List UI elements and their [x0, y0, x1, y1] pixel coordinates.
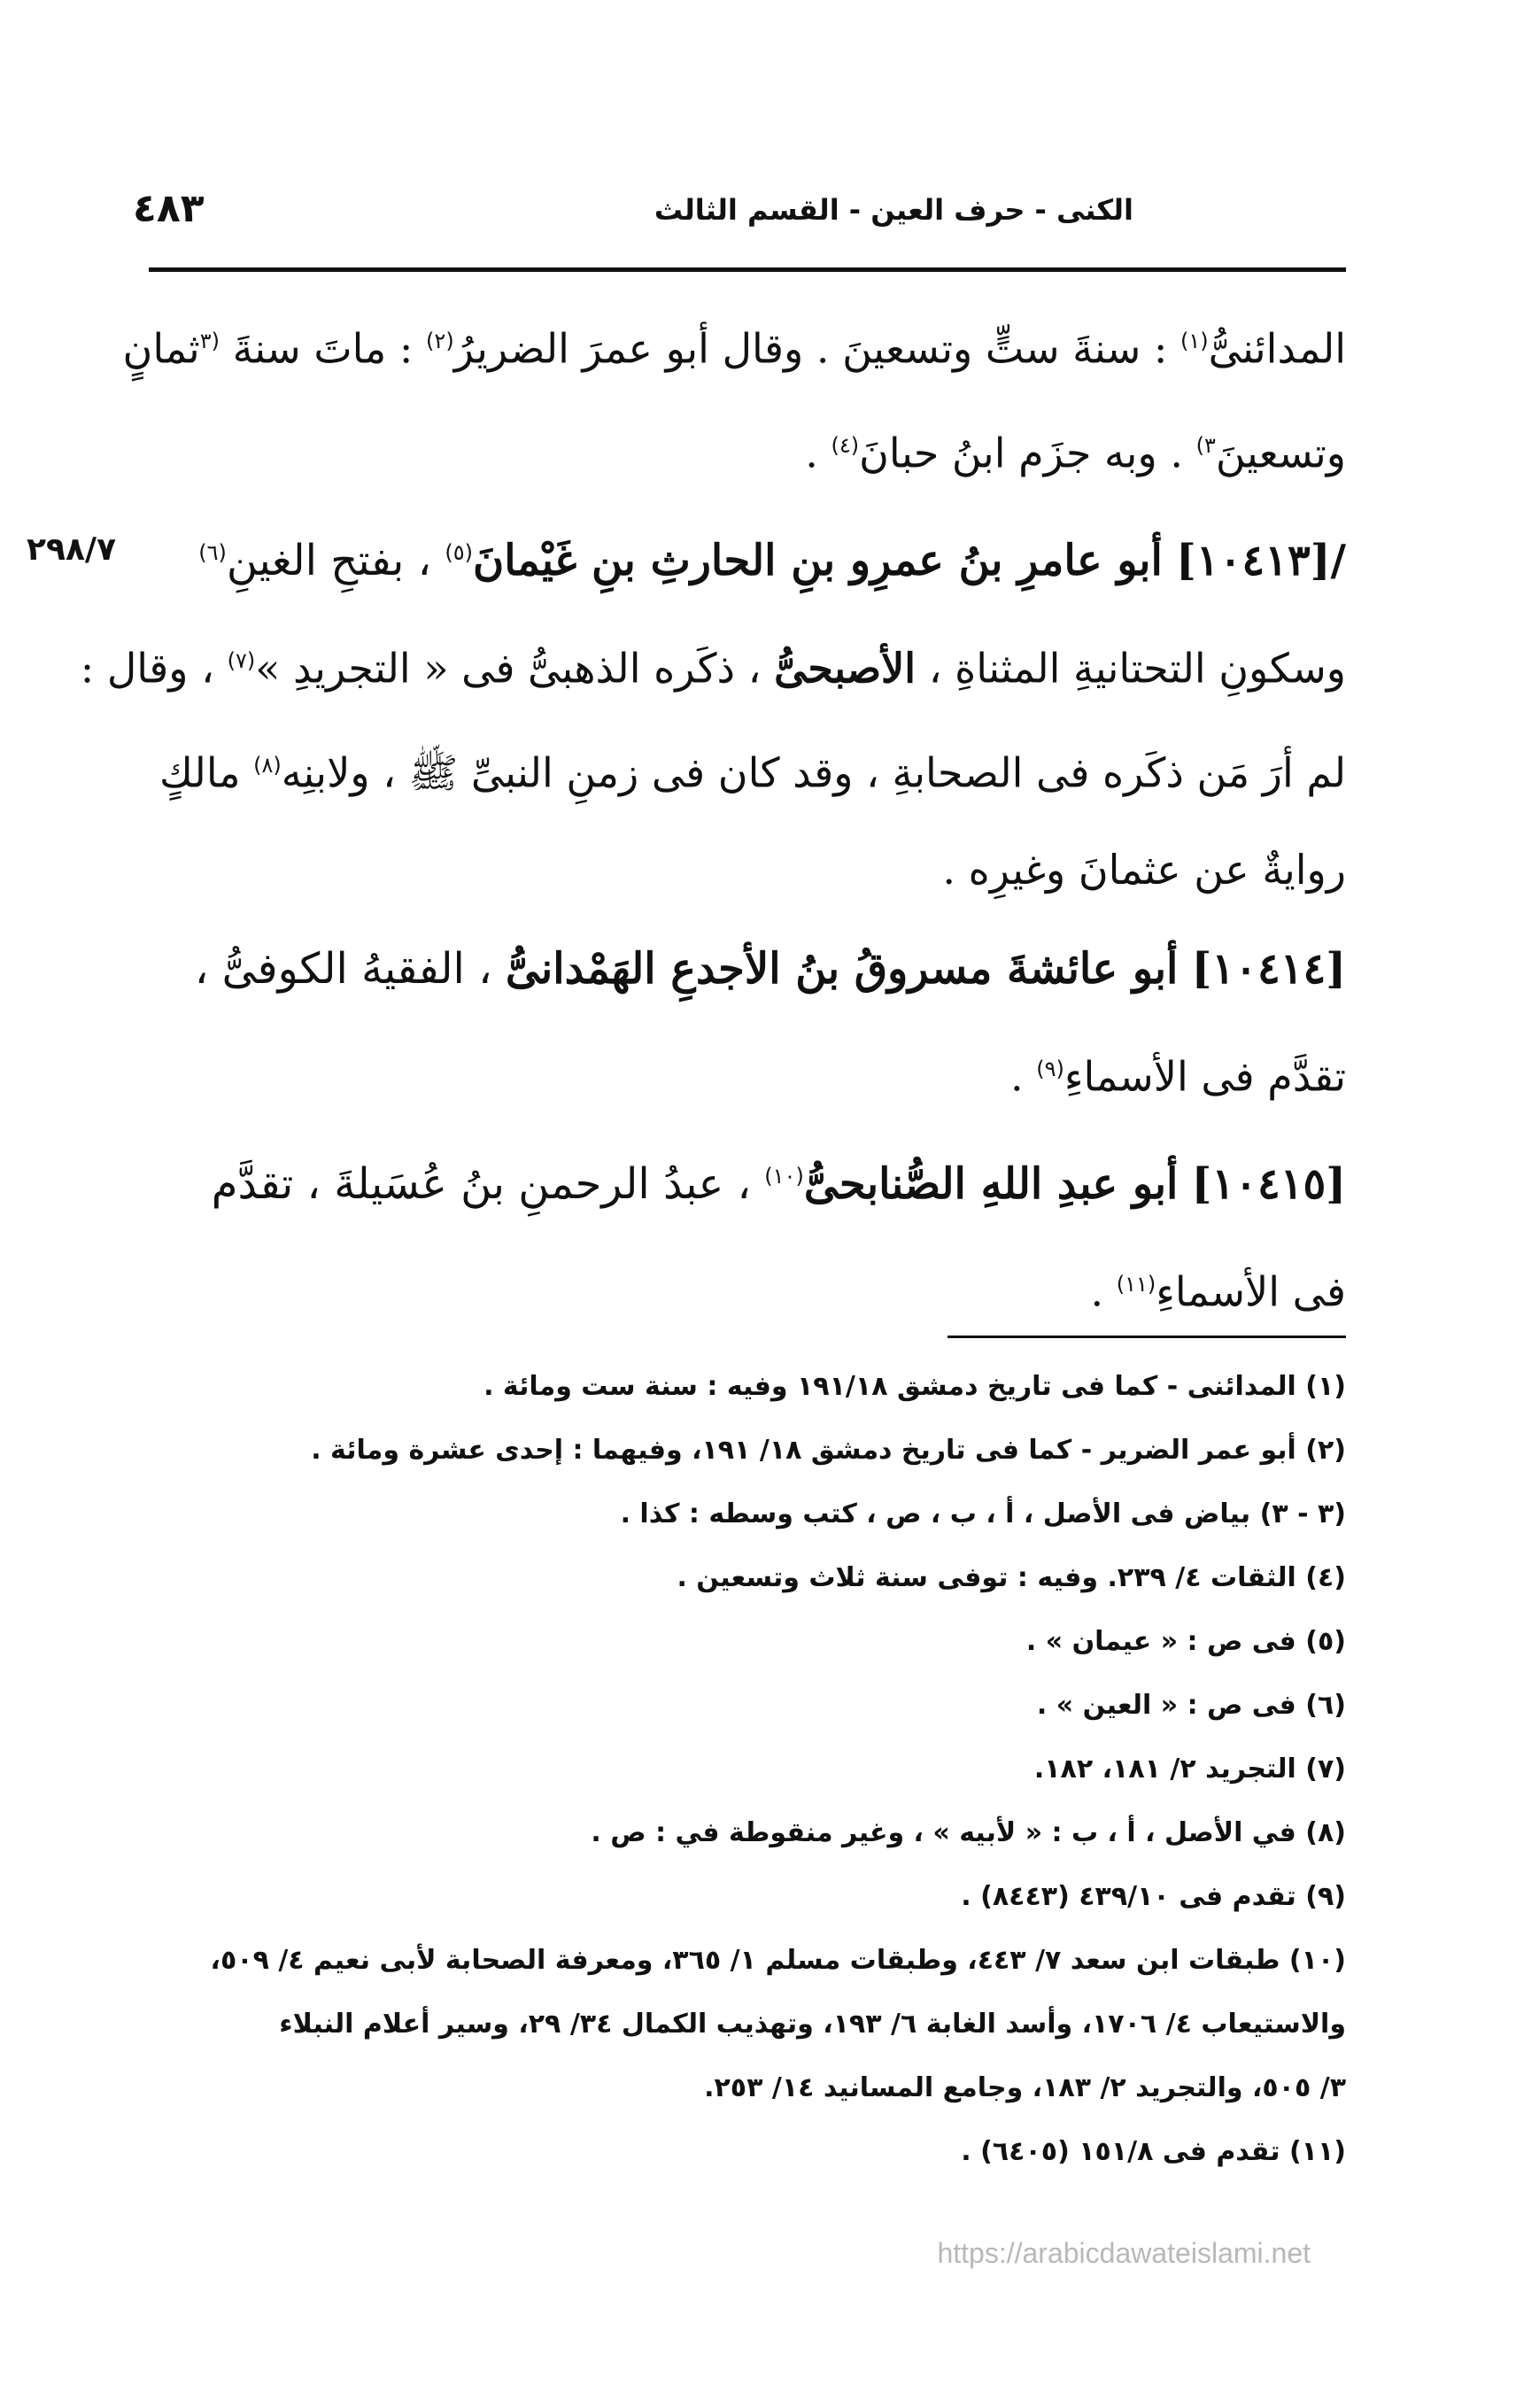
header-rule [149, 267, 1346, 272]
footnote-ref: (٢) [426, 329, 454, 353]
page-number: ٤٨٣ [133, 186, 205, 231]
footnote-ref: (٤) [831, 433, 860, 459]
footnote-4: (٤) الثقات ٤/ ٢٣٩. وفيه : توفى سنة ثلاث وتسعين . [677, 1562, 1346, 1593]
text-line [80, 612, 1346, 716]
text-span: ، الفقيهُ الكوفىُّ ، [194, 944, 492, 995]
footnote-ref: (٥) [445, 539, 474, 565]
text-line [142, 716, 1346, 821]
footnote-ref: (٩) [1036, 1057, 1064, 1082]
text-span: ، عبدُ الرحمنِ بنُ عُسَيلةَ ، تقدَّم [211, 1158, 752, 1209]
entry-number: [١٠٤١٥] [1191, 1158, 1346, 1209]
text-span: ، ذكَره الذهبىُّ فى « التجريدِ » [255, 643, 762, 692]
footnote-5: (٥) فى ص : « عيمان » . [1025, 1626, 1346, 1657]
footnote-ref: ٣) [1195, 433, 1216, 459]
text-span: . وبه جزَم ابنُ حبانَ [859, 429, 1183, 477]
entry-10414 [142, 918, 1346, 1020]
main-text [80, 292, 1346, 1340]
text-span: وسكونِ التحتانيةِ المثناةِ ، [928, 643, 1346, 692]
footnote-10-cont: والاستيعاب ٤/ ١٧٠٦، وأسد الغابة ٦/ ١٩٣، وتهذيب الكمال ٣٤/ ٢٩، وسير أعلام النبلاء [279, 2009, 1346, 2040]
text-span: ثمانٍ [122, 324, 200, 373]
footnote-ref: (١) [1180, 329, 1209, 353]
text-span: ، بفتحِ الغينِ [226, 535, 432, 585]
footnote-11: (١١) تقدم فى ١٥١/٨ (٦٤٠٥) . [961, 2136, 1346, 2167]
text-line [142, 1020, 1346, 1125]
footnotes [142, 1355, 1346, 2184]
text-line [122, 292, 1346, 397]
running-title: الكنى - حرف العين - القسم الثالث [654, 193, 1133, 227]
text-line [142, 1235, 1346, 1340]
footnote-1: (١) المدائنى - كما فى تاريخ دمشق ١٩١/١٨ وفيه : سنة ست ومائة . [483, 1371, 1346, 1402]
page-header [133, 186, 1346, 248]
entry-name: أبو عبدِ اللهِ الصُّنابحىُّ [803, 1158, 1179, 1209]
text-span: : ماتَ سنةَ [232, 324, 414, 373]
entry-number: /[١٠٤١٣] [1176, 535, 1346, 585]
entry-10413 [142, 502, 1346, 612]
entry-name: أبو عائشةَ مسروقُ بنُ الأجدعِ الهَمْدانىُّ [505, 944, 1179, 995]
footnote-2: (٢) أبو عمر الضرير - كما فى تاريخ دمشق ١٨/ ١٩١، وفيهما : إحدى عشرة ومائة . [311, 1435, 1346, 1466]
text-span: وتسعينَ [1215, 429, 1346, 477]
entry-name: أبو عامرِ بنُ عمرِو بنِ الحارثِ بنِ غَيْمانَ [473, 535, 1163, 585]
footnote-6: (٦) فى ص : « العين » . [1036, 1690, 1346, 1721]
text-span: مالكٍ [159, 748, 241, 797]
text-span: المدائنىُّ [1208, 324, 1346, 373]
footnote-ref: (٣ [199, 329, 220, 353]
text-span: ، وقال : [80, 643, 214, 692]
text-span: روايةٌ عن عثمانَ وغيرِه . [942, 846, 1346, 894]
footnote-3: (٣ - ٣) بياض فى الأصل ، أ ، ب ، ص ، كتب وسطه : كذا . [620, 1498, 1346, 1529]
text-span-bold: الأصبحىُّ [774, 643, 917, 692]
watermark-url: https://arabicdawateislami.net [937, 2237, 1311, 2269]
text-line [142, 397, 1346, 501]
footnote-10: (١٠) طبقات ابن سعد ٧/ ٤٤٣، وطبقات مسلم ١/ ٣٦٥، ومعرفة الصحابة لأبى نعيم ٤/ ٥٠٩، [210, 1945, 1346, 1976]
margin-reference: ٢٩٨/٧ [27, 531, 117, 568]
text-span: . [1010, 1052, 1024, 1101]
entry-number: [١٠٤١٤] [1191, 944, 1346, 995]
text-span: . [1090, 1266, 1104, 1315]
text-span: : سنةَ ستٍّ وتسعينَ . وقال أبو عمرَ الضريرُ [453, 324, 1168, 373]
footnote-8: (٨) في الأصل ، أ ، ب : « لأبيه » ، وغير منقوطة في : ص . [591, 1817, 1346, 1848]
entry-10415 [142, 1126, 1346, 1235]
text-span: لم أرَ مَن ذكَره فى الصحابةِ ، وقد كان فى زمنِ النبىِّ ﷺ ، ولابنِه [281, 748, 1346, 797]
text-span: تقدَّم فى الأسماءِ [1064, 1052, 1346, 1101]
footnote-rule [948, 1336, 1346, 1338]
text-span: . [805, 429, 818, 477]
footnote-ref: (١٠) [764, 1163, 804, 1189]
footnote-ref: (٦) [198, 539, 227, 565]
footnote-10-cont: ٣/ ٥٠٥، والتجريد ٢/ ١٨٣، وجامع المسانيد ١٤/ ٢٥٣. [704, 2072, 1346, 2103]
footnote-9: (٩) تقدم فى ٤٣٩/١٠ (٨٤٤٣) . [961, 1881, 1346, 1912]
footnote-ref: (١١) [1116, 1271, 1156, 1297]
footnote-ref: (٧) [227, 647, 256, 673]
footnote-ref: (٨) [253, 752, 282, 778]
text-span: فى الأسماءِ [1156, 1266, 1346, 1315]
footnote-7: (٧) التجريد ٢/ ١٨١، ١٨٢. [1033, 1754, 1346, 1785]
text-line [142, 821, 1346, 918]
